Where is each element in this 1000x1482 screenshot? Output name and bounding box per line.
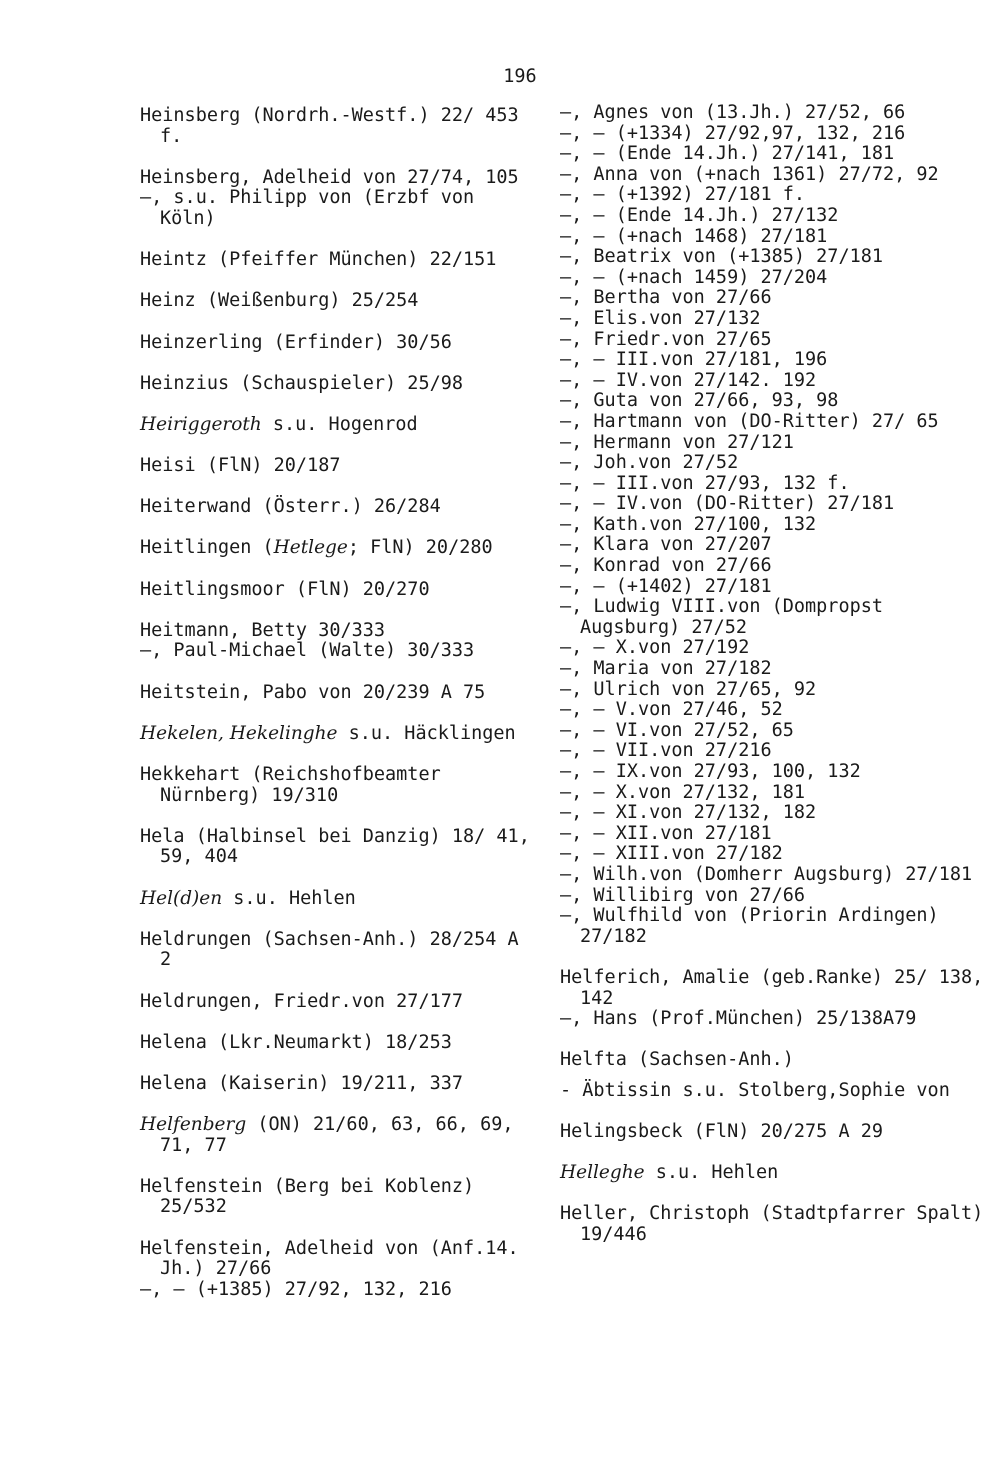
index-entry: [140, 168, 540, 189]
index-entry: [560, 247, 985, 268]
italic-term: Helleghe: [560, 1162, 645, 1184]
italic-term: Hekelen, Hekelinghe: [140, 722, 338, 744]
entry-text: Heinsberg (Nordrh.-Westf.) 22/ 453 f.: [140, 105, 519, 147]
index-entry: [560, 968, 985, 1009]
index-entry: [560, 1009, 985, 1030]
index-entry: [560, 597, 985, 638]
index-entry: [560, 185, 985, 206]
index-entry: [560, 556, 985, 577]
index-entry: [560, 721, 985, 742]
entry-text: s.u. Häcklingen: [337, 722, 516, 744]
index-entry: [140, 1239, 540, 1280]
entry-text: —, — III.von 27/93, 132 f.: [560, 472, 850, 494]
index-entry: [560, 144, 985, 165]
entry-text: —, — XIII.von 27/182: [560, 843, 783, 865]
entry-text: —, Hans (Prof.München) 25/138A79: [560, 1008, 917, 1030]
entry-text: Heldrungen (Sachsen-Anh.) 28/254 A 2: [140, 928, 519, 971]
index-entry: [140, 250, 540, 271]
entry-text: - Äbtissin s.u. Stolberg,Sophie von: [560, 1079, 950, 1101]
index-entry: [140, 188, 540, 229]
index-entry: [560, 412, 985, 433]
italic-term: Hetlege: [273, 537, 348, 559]
index-entry: [140, 1074, 540, 1095]
index-entry: [560, 1163, 985, 1184]
entry-text: Helfenstein (Berg bei Koblenz) 25/532: [140, 1175, 475, 1218]
entry-text: —, — V.von 27/46, 52: [560, 699, 783, 721]
entry-text: —, Maria von 27/182: [560, 658, 772, 680]
entry-text: —, Hermann von 27/121: [560, 431, 794, 453]
entry-text: Heinsberg, Adelheid von 27/74, 105: [140, 166, 519, 188]
entry-text: Helingsbeck (FlN) 20/275 A 29: [560, 1121, 884, 1143]
index-entry: [560, 268, 985, 289]
index-entry: [560, 453, 985, 474]
index-entry: [560, 844, 985, 865]
index-entry: [560, 906, 985, 947]
entry-text: —, Paul-Michael (Walte) 30/333: [140, 640, 475, 662]
entry-text: —, — X.von 27/132, 181: [560, 781, 806, 803]
index-entry: [140, 683, 540, 704]
index-entry: [560, 371, 985, 392]
entry-text: ; FlN) 20/280: [347, 537, 493, 559]
index-entry: [560, 206, 985, 227]
index-entry: [560, 494, 985, 515]
entry-text: —, Guta von 27/66, 93, 98: [560, 390, 839, 412]
entry-text: —, — XII.von 27/181: [560, 822, 772, 844]
index-entry: [140, 1033, 540, 1054]
entry-text: —, Wulfhild von (Priorin Ardingen) 27/182: [560, 905, 939, 947]
entry-text: —, — (Ende 14.Jh.) 27/132: [560, 204, 839, 226]
entry-text: —, — III.von 27/181, 196: [560, 349, 828, 371]
index-entry: [140, 765, 540, 806]
index-entry: [140, 724, 540, 745]
entry-text: —, — IV.von 27/142. 192: [560, 369, 817, 391]
index-entry: [140, 827, 540, 868]
entry-text: —, — (+nach 1459) 27/204: [560, 266, 828, 288]
entry-text: s.u. Hehlen: [644, 1162, 779, 1184]
index-entry: [560, 680, 985, 701]
entry-text: —, Friedr.von 27/65: [560, 328, 772, 350]
index-entry: [560, 1122, 985, 1143]
entry-text: —, Wilh.von (Domherr Augsburg) 27/181: [560, 863, 973, 885]
entry-text: —, Anna von (+nach 1361) 27/72, 92: [560, 163, 939, 185]
index-entry: [560, 103, 985, 124]
entry-text: Heitmann, Betty 30/333: [140, 619, 386, 641]
index-entry: [560, 535, 985, 556]
italic-term: Helfenberg: [140, 1114, 247, 1136]
index-entry: [140, 1177, 540, 1218]
index-entry: [560, 391, 985, 412]
index-entry: [560, 474, 985, 495]
index-entry: [140, 106, 540, 147]
entry-text: Heinzerling (Erfinder) 30/56: [140, 331, 452, 353]
right-column: [560, 103, 985, 1246]
index-entry: [140, 930, 540, 971]
entry-text: —, — (+1392) 27/181 f.: [560, 184, 806, 206]
index-entry: [560, 803, 985, 824]
entry-text: —, Klara von 27/207: [560, 534, 772, 556]
index-entry: [560, 783, 985, 804]
index-entry: [560, 288, 985, 309]
entry-text: Heitlingsmoor (FlN) 20/270: [140, 578, 430, 600]
entry-text: —, Elis.von 27/132: [560, 307, 761, 329]
entry-text: —, Bertha von 27/66: [560, 287, 772, 309]
index-entry: [560, 124, 985, 145]
italic-term: Hel(d)en: [140, 887, 223, 909]
entry-text: Heldrungen, Friedr.von 27/177: [140, 990, 464, 1012]
entry-text: —, s.u. Philipp von (Erzbf von Köln): [140, 187, 475, 229]
entry-text: —, Joh.von 27/52: [560, 452, 739, 474]
entry-text: —, Kath.von 27/100, 132: [560, 513, 817, 535]
entry-text: —, — IX.von 27/93, 100, 132: [560, 761, 861, 782]
index-entry: [140, 1115, 540, 1156]
index-entry: [560, 762, 985, 783]
left-column: [140, 106, 540, 1300]
index-entry: [560, 638, 985, 659]
entry-text: Heinzius (Schauspieler) 25/98: [140, 372, 464, 394]
index-entry: [560, 865, 985, 886]
index-entry: [140, 497, 540, 518]
entry-text: (ON) 21/60, 63, 66, 69, 71, 77: [160, 1114, 514, 1156]
entry-text: —, — (+nach 1468) 27/181: [560, 225, 828, 247]
entry-text: —, — (+1385) 27/92, 132, 216: [140, 1278, 452, 1300]
entry-text: —, Ludwig VIII.von (Dompropst Augsburg) 27/52: [560, 596, 884, 638]
entry-text: —, — VI.von 27/52, 65: [560, 719, 794, 741]
entry-text: —, Beatrix von (+1385) 27/181: [560, 246, 884, 268]
entry-text: —, Agnes von (13.Jh.) 27/52, 66: [560, 102, 906, 123]
entry-text: —, Willibirg von 27/66: [560, 884, 806, 906]
entry-text: —, Ulrich von 27/65, 92: [560, 678, 817, 700]
index-entry: [560, 433, 985, 454]
index-entry: [560, 577, 985, 598]
entry-text: —, — IV.von (DO-Ritter) 27/181: [560, 493, 895, 515]
index-entry: [560, 227, 985, 248]
entry-text: Helferich, Amalie (geb.Ranke) 25/ 138, 142: [560, 966, 984, 1009]
index-entry: [560, 1081, 985, 1102]
index-entry: [140, 992, 540, 1013]
index-entry: [140, 538, 540, 559]
entry-text: s.u. Hogenrod: [261, 413, 418, 435]
index-entry: [140, 641, 540, 662]
entry-text: Heitstein, Pabo von 20/239 A 75: [140, 681, 486, 703]
index-entry: [560, 1050, 985, 1071]
index-entry: [560, 350, 985, 371]
index-entry: [140, 291, 540, 312]
entry-text: Heisi (FlN) 20/187: [140, 455, 341, 477]
entry-text: Heller, Christoph (Stadtpfarrer Spalt) 19/446: [560, 1203, 984, 1246]
entry-text: Helena (Lkr.Neumarkt) 18/253: [140, 1031, 452, 1053]
index-entry: [560, 515, 985, 536]
entry-text: Heintz (Pfeiffer München) 22/151: [140, 249, 497, 271]
entry-text: Hekkehart (Reichshofbeamter Nürnberg) 19/310: [140, 764, 441, 806]
index-entry: [560, 659, 985, 680]
entry-text: Helfta (Sachsen-Anh.): [560, 1049, 794, 1071]
entry-text: —, — X.von 27/192: [560, 637, 750, 659]
entry-text: Heitlingen (: [140, 537, 274, 559]
index-entry: [140, 621, 540, 642]
index-entry: [560, 309, 985, 330]
index-entry: [560, 824, 985, 845]
entry-text: Helena (Kaiserin) 19/211, 337: [140, 1072, 464, 1094]
entry-text: —, — (+1402) 27/181: [560, 575, 772, 597]
entry-text: —, — VII.von 27/216: [560, 740, 772, 762]
index-entry: [560, 1204, 985, 1245]
index-entry: [140, 374, 540, 395]
index-entry: [140, 415, 540, 436]
entry-text: —, — (+1334) 27/92,97, 132, 216: [560, 122, 906, 144]
entry-text: Hela (Halbinsel bei Danzig) 18/ 41, 59, 404: [140, 825, 530, 868]
index-entry: [560, 330, 985, 351]
entry-text: —, — XI.von 27/132, 182: [560, 802, 817, 824]
entry-text: —, — (Ende 14.Jh.) 27/141, 181: [560, 143, 895, 165]
entry-text: Helfenstein, Adelheid von (Anf.14. Jh.) 27/66: [140, 1237, 519, 1280]
index-entry: [140, 580, 540, 601]
italic-term: Heiriggeroth: [140, 413, 262, 435]
entry-text: —, Hartmann von (DO-Ritter) 27/ 65: [560, 410, 939, 432]
index-entry: [560, 700, 985, 721]
page-number: 196: [503, 66, 537, 87]
index-entry: [560, 741, 985, 762]
entry-text: Heiterwand (Österr.) 26/284: [140, 496, 441, 518]
index-entry: [140, 333, 540, 354]
index-entry: [140, 1280, 540, 1301]
index-entry: [140, 889, 540, 910]
index-entry: [560, 886, 985, 907]
entry-text: Heinz (Weißenburg) 25/254: [140, 290, 419, 312]
entry-text: s.u. Hehlen: [222, 887, 356, 909]
index-entry: [560, 165, 985, 186]
index-entry: [140, 456, 540, 477]
entry-text: —, Konrad von 27/66: [560, 555, 772, 577]
